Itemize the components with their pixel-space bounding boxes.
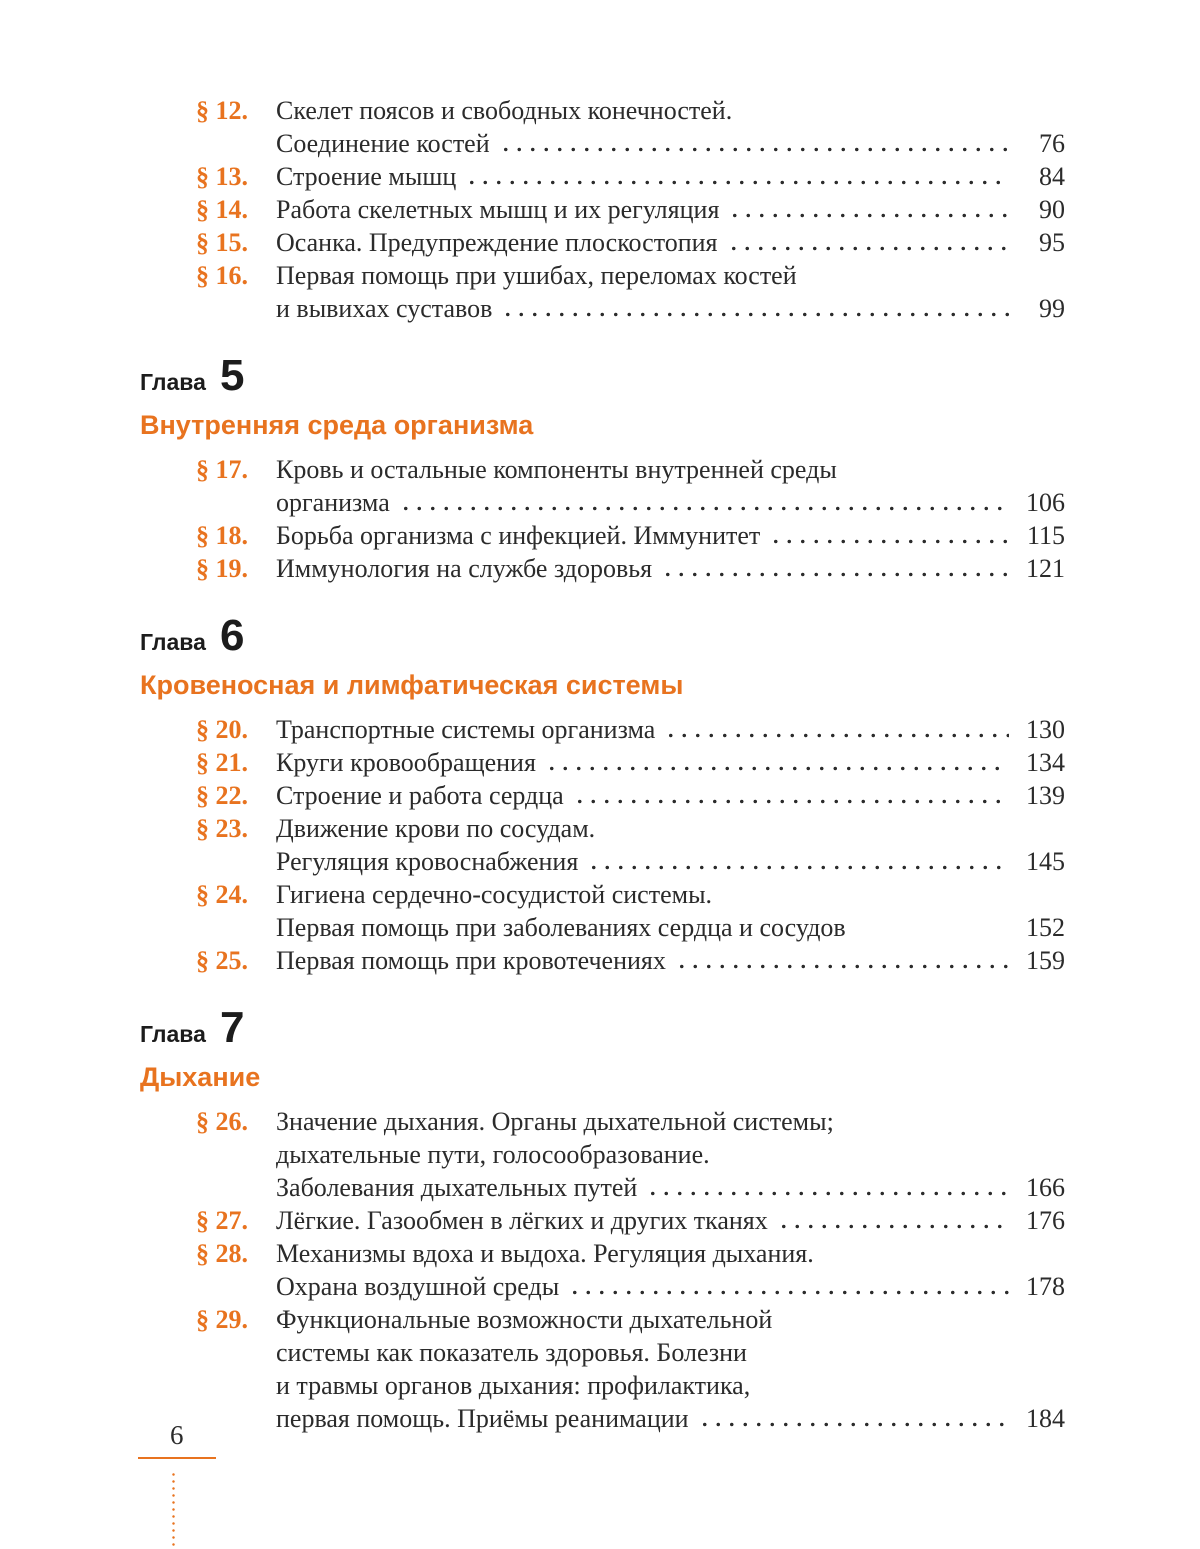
toc-entry: [196, 713, 1065, 746]
entry-line-text: Лёгкие. Газообмен в лёгких и других тканях: [276, 1206, 768, 1235]
entry-line-last: [276, 1270, 1065, 1303]
entry-page-number: 176: [1026, 1206, 1065, 1235]
entry-page-number: 106: [1026, 488, 1065, 517]
toc-group: [140, 353, 1065, 585]
chapter-label: Глава: [140, 369, 206, 395]
entry-line-text: Осанка. Предупреждение плоскостопия: [276, 228, 718, 257]
toc: [140, 94, 1065, 1435]
chapter-head: [140, 1005, 1065, 1057]
entry-body: [276, 519, 1065, 552]
entry-body: [276, 259, 1065, 325]
chapter-label: Глава: [140, 629, 206, 655]
entry-line-text: Строение и работа сердца: [276, 781, 564, 810]
entry-body: [276, 812, 1065, 878]
toc-entry: [196, 160, 1065, 193]
entry-line: дыхательные пути, голосообразование.: [276, 1140, 710, 1169]
dot-leader: [664, 733, 1009, 738]
entry-marker: § 18.: [196, 521, 248, 550]
entry-line-last: [276, 1402, 1065, 1435]
dot-leader: [769, 539, 1009, 544]
entry-line-last: [276, 845, 1065, 878]
entry-line-text: Транспортные системы организма: [276, 715, 656, 744]
entry-body: [276, 779, 1065, 812]
dot-leader: [465, 180, 1009, 185]
entry-line-text: организма: [276, 488, 390, 517]
entry-line-text: Круги кровообращения: [276, 748, 536, 777]
dot-leader: [728, 213, 1009, 218]
entry-line-last: [276, 779, 1065, 812]
entry-page-number: 134: [1026, 748, 1065, 777]
entry-line-last: [276, 911, 1065, 944]
toc-entry: [196, 519, 1065, 552]
chapter-number: 7: [219, 1003, 245, 1052]
entry-body: [276, 1204, 1065, 1237]
entry-marker: § 25.: [196, 946, 248, 975]
chapter-head: [140, 353, 1065, 405]
entry-line: Первая помощь при ушибах, переломах костей: [276, 261, 797, 290]
entry-marker: § 22.: [196, 781, 248, 810]
chapter-number: 5: [219, 351, 245, 400]
toc-entry: [196, 94, 1065, 160]
entry-body: [276, 1237, 1065, 1303]
entry-body: [276, 193, 1065, 226]
entry-list: [196, 453, 1065, 585]
footer-rule: [138, 1457, 216, 1459]
entry-line: и травмы органов дыхания: профилактика,: [276, 1371, 751, 1400]
entry-marker: § 12.: [196, 96, 248, 125]
entry-marker: § 29.: [196, 1305, 248, 1334]
entry-page-number: 159: [1026, 946, 1065, 975]
entry-line-text: и вывихах суставов: [276, 294, 493, 323]
chapter-number: 6: [219, 611, 245, 660]
entry-line-last: [276, 1171, 1065, 1204]
entry-line-last: [276, 226, 1065, 259]
footer-dotted-line: [172, 1471, 175, 1549]
chapter-title: Внутренняя среда организма: [140, 410, 534, 440]
entry-body: [276, 1303, 1065, 1435]
entry-line: Гигиена сердечно-сосудистой системы.: [276, 880, 713, 909]
chapter-title: Кровеносная и лимфатическая системы: [140, 670, 684, 700]
toc-entry: [196, 259, 1065, 325]
entry-page-number: 152: [1026, 913, 1065, 942]
entry-list: [196, 94, 1065, 325]
entry-marker: § 26.: [196, 1107, 248, 1136]
entry-marker: § 17.: [196, 455, 248, 484]
entry-line-text: Охрана воздушной среды: [276, 1272, 560, 1301]
entry-body: [276, 746, 1065, 779]
entry-marker: § 16.: [196, 261, 248, 290]
toc-group: [140, 94, 1065, 325]
toc-group: [140, 1005, 1065, 1435]
entry-line-text: Борьба организма с инфекцией. Иммунитет: [276, 521, 761, 550]
entry-line-last: [276, 944, 1065, 977]
dot-leader: [646, 1191, 1009, 1196]
toc-entry: [196, 878, 1065, 944]
toc-entry: [196, 746, 1065, 779]
entry-marker: § 19.: [196, 554, 248, 583]
toc-entry: [196, 1204, 1065, 1237]
dot-leader: [545, 766, 1009, 771]
entry-line-text: Регуляция кровоснабжения: [276, 847, 579, 876]
entry-body: [276, 453, 1065, 519]
entry-line-last: [276, 160, 1065, 193]
entry-line-last: [276, 552, 1065, 585]
entry-line-text: Первая помощь при кровотечениях: [276, 946, 666, 975]
toc-entry: [196, 552, 1065, 585]
page-number: 6: [170, 1420, 184, 1450]
chapter-head: [140, 613, 1065, 665]
dot-leader: [573, 799, 1009, 804]
entry-body: [276, 878, 1065, 944]
entry-body: [276, 552, 1065, 585]
entry-page-number: 90: [1039, 195, 1065, 224]
chapter-label: Глава: [140, 1021, 206, 1047]
entry-page-number: 95: [1039, 228, 1065, 257]
entry-body: [276, 713, 1065, 746]
entry-page-number: 115: [1026, 521, 1065, 550]
entry-line-last: [276, 193, 1065, 226]
dot-leader: [568, 1290, 1009, 1295]
entry-line-text: Строение мышц: [276, 162, 457, 191]
chapter-title: Дыхание: [140, 1062, 261, 1092]
dot-leader: [698, 1422, 1009, 1427]
toc-entry: [196, 226, 1065, 259]
entry-line-text: Работа скелетных мышц и их регуляция: [276, 195, 720, 224]
entry-page-number: 184: [1026, 1404, 1065, 1433]
entry-marker: § 21.: [196, 748, 248, 777]
entry-line-last: [276, 292, 1065, 325]
entry-marker: § 13.: [196, 162, 248, 191]
chapter-heading: [140, 613, 1065, 701]
entry-body: [276, 226, 1065, 259]
entry-list: [196, 713, 1065, 977]
entry-marker: § 23.: [196, 814, 248, 843]
toc-entry: [196, 1303, 1065, 1435]
page-footer: [138, 1420, 218, 1459]
toc-entry: [196, 1237, 1065, 1303]
entry-line-text: Первая помощь при заболеваниях сердца и сосудов: [276, 913, 846, 942]
entry-list: [196, 1105, 1065, 1435]
toc-entry: [196, 193, 1065, 226]
entry-body: [276, 160, 1065, 193]
dot-leader: [501, 312, 1009, 317]
entry-body: [276, 94, 1065, 160]
toc-entry: [196, 453, 1065, 519]
entry-line: Значение дыхания. Органы дыхательной системы;: [276, 1107, 834, 1136]
toc-group: [140, 613, 1065, 977]
dot-leader: [499, 147, 1009, 152]
entry-line-last: [276, 486, 1065, 519]
entry-line: Кровь и остальные компоненты внутренней среды: [276, 455, 837, 484]
entry-page-number: 145: [1026, 847, 1065, 876]
toc-entry: [196, 779, 1065, 812]
toc-entry: [196, 812, 1065, 878]
entry-line-last: [276, 746, 1065, 779]
entry-line-last: [276, 1204, 1065, 1237]
chapter-heading: [140, 353, 1065, 441]
entry-line: Движение крови по сосудам.: [276, 814, 596, 843]
entry-page-number: 130: [1026, 715, 1065, 744]
entry-marker: § 28.: [196, 1239, 248, 1268]
dot-leader: [587, 865, 1009, 870]
dot-leader: [777, 1224, 1009, 1229]
entry-line-last: [276, 519, 1065, 552]
entry-line-text: первая помощь. Приёмы реанимации: [276, 1404, 689, 1433]
toc-entry: [196, 944, 1065, 977]
entry-line-text: Соединение костей: [276, 129, 490, 158]
entry-line-text: Заболевания дыхательных путей: [276, 1173, 638, 1202]
entry-marker: § 27.: [196, 1206, 248, 1235]
entry-page-number: 121: [1026, 554, 1065, 583]
toc-entry: [196, 1105, 1065, 1204]
entry-line-last: [276, 713, 1065, 746]
entry-page-number: 139: [1026, 781, 1065, 810]
entry-page-number: 76: [1039, 129, 1065, 158]
entry-page-number: 178: [1026, 1272, 1065, 1301]
dot-leader: [675, 964, 1009, 969]
entry-marker: § 20.: [196, 715, 248, 744]
entry-marker: § 15.: [196, 228, 248, 257]
entry-line: Функциональные возможности дыхательной: [276, 1305, 773, 1334]
dot-leader: [855, 931, 1009, 936]
entry-page-number: 84: [1039, 162, 1065, 191]
entry-marker: § 14.: [196, 195, 248, 224]
entry-page-number: 166: [1026, 1173, 1065, 1202]
entry-line: Скелет поясов и свободных конечностей.: [276, 96, 733, 125]
chapter-heading: [140, 1005, 1065, 1093]
entry-line: системы как показатель здоровья. Болезни: [276, 1338, 747, 1367]
entry-line-last: [276, 127, 1065, 160]
entry-body: [276, 1105, 1065, 1204]
entry-body: [276, 944, 1065, 977]
dot-leader: [661, 572, 1009, 577]
entry-page-number: 99: [1039, 294, 1065, 323]
entry-line: Механизмы вдоха и выдоха. Регуляция дыхания.: [276, 1239, 814, 1268]
entry-marker: § 24.: [196, 880, 248, 909]
dot-leader: [399, 506, 1009, 511]
entry-line-text: Иммунология на службе здоровья: [276, 554, 653, 583]
dot-leader: [727, 246, 1009, 251]
